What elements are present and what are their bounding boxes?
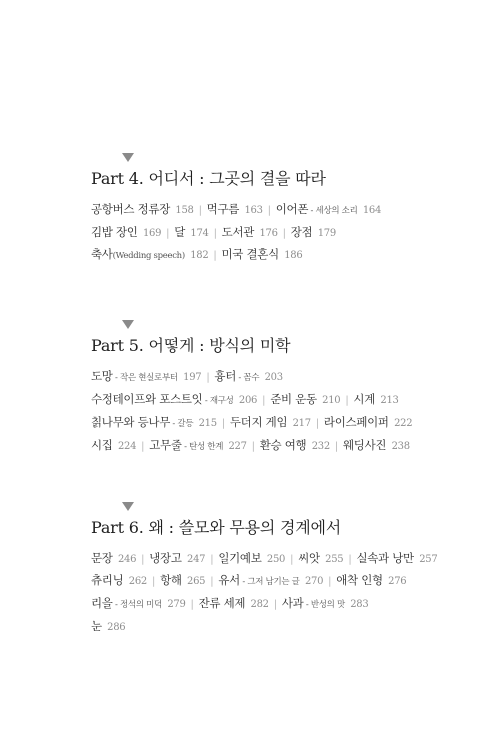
page-number: 215 [198,418,217,429]
entry-title: 준비 운동 [270,392,317,406]
toc-line [91,616,471,638]
toc-line [91,222,471,244]
entry-title: 도망 [91,369,113,383]
toc-entry [222,225,278,239]
toc-entry [199,596,269,610]
toc-entry [214,369,282,383]
entry-title: 씨앗 [298,551,320,565]
page-number: 164 [362,205,382,216]
toc-entry [91,369,201,383]
entry-title: 수정테이프와 포스트잇 [91,392,203,406]
page-number: 179 [317,228,336,239]
entry-title: 시집 [91,438,113,452]
entry-separator: | [213,250,217,261]
page-number: 210 [322,395,341,406]
toc-section [91,502,471,638]
toc-entry [149,438,246,452]
page-number: 197 [183,372,202,383]
page-number: 279 [167,599,186,610]
entry-separator: | [213,228,217,239]
entry-title: 냉장고 [149,551,182,565]
entry-separator: | [267,205,271,216]
toc-entry [91,392,257,406]
part-heading: Part 5. 어떻게 : 방식의 미학 [91,336,291,355]
toc-entry [356,551,437,565]
page-number: 270 [304,576,324,587]
page-number: 169 [142,228,162,239]
toc-line [91,570,471,593]
page-number: 262 [128,576,147,587]
entry-title: 환승 여행 [259,438,307,452]
page-number: 186 [284,250,303,261]
entry-title: 도서관 [221,225,255,239]
entry-title: 이어폰 [275,202,309,216]
toc-entry [260,438,330,452]
page-number: 283 [350,599,369,610]
entry-title: 장점 [290,225,313,239]
toc-line [91,593,471,616]
entry-title: 사과 [281,596,304,610]
entry-title: 김밥 장인 [91,225,138,239]
entry-title: 흉터 [214,369,237,383]
entry-separator: | [210,576,214,587]
entry-separator: | [190,599,194,610]
entry-separator: | [290,554,294,565]
page-number: 282 [250,599,269,610]
toc-line [91,366,471,389]
toc-entry [230,415,311,429]
toc-entry [218,551,285,565]
toc-entry [336,573,406,587]
entry-title: 고무줄 [149,438,182,452]
entry-title: 츄리닝 [91,573,124,587]
toc-line [91,244,471,267]
page-number: 174 [190,228,209,239]
page-number: 247 [187,554,206,565]
toc-entry [282,596,369,610]
toc-entry [91,551,136,565]
entry-title: 항해 [160,573,182,587]
toc-entry [276,202,381,216]
entry-separator: | [206,372,210,383]
toc-entry [149,551,205,565]
entry-separator: | [210,554,214,565]
entry-subtitle: - 탄성 한계 [181,442,224,452]
entry-separator: | [151,576,156,587]
entry-subtitle: - 세상의 소리 [308,206,358,216]
page-number: 182 [190,250,209,261]
page-number: 276 [388,576,407,587]
part-heading: Part 6. 왜 : 쓸모와 무용의 경계에서 [91,518,342,537]
toc-line [91,412,471,435]
entry-separator: | [198,205,202,216]
page-number: 158 [175,205,194,216]
entry-subtitle: - 갈등 [170,419,194,429]
entry-title: 눈 [91,619,102,633]
toc-entry [343,438,410,452]
entry-title: 두더지 게임 [229,415,288,429]
page-number: 265 [187,576,206,587]
page-number: 255 [325,554,344,565]
entry-title: 잔류 세제 [198,596,246,610]
entry-subtitle: - 정석의 미덕 [112,600,162,610]
page-number: 217 [292,418,311,429]
entry-title: 애착 인형 [336,573,383,587]
entry-separator: | [141,441,145,452]
entry-subtitle: - 재구성 [202,396,234,406]
page-number: 163 [244,205,263,216]
entry-separator: | [345,395,349,406]
toc-entry [160,573,205,587]
toc-entry [207,202,263,216]
page-number: 213 [380,395,399,406]
page-number: 250 [266,554,286,565]
entry-separator: | [315,418,319,429]
page-number: 203 [264,372,283,383]
page-number: 257 [419,554,438,565]
toc-entry [298,551,343,565]
entry-title: 유서 [218,573,240,587]
entry-title: 공항버스 정류장 [91,202,171,216]
toc-entry [291,225,336,239]
toc-entry [270,392,340,406]
toc-entry [174,225,208,239]
entry-subtitle: - 반성의 맛 [303,600,345,610]
toc-line [91,435,471,458]
page-number: 246 [117,554,137,565]
toc-line [91,199,471,222]
entry-separator: | [273,599,277,610]
page-number: 232 [311,441,330,452]
entry-title: 시계 [353,392,376,406]
toc-entry [91,619,125,633]
part-heading: Part 4. 어디서 : 그곳의 결을 따라 [91,169,326,188]
toc-line [91,548,471,570]
page-number: 286 [107,622,126,633]
toc-section [91,153,471,267]
entry-title: 일기예보 [218,551,262,565]
entry-title: 먹구름 [206,202,240,216]
entry-separator: | [141,554,145,565]
toc-entry [91,415,217,429]
entry-title: 축사 [91,247,113,261]
page-number: 227 [228,441,247,452]
toc-section [91,320,471,458]
entry-title: 문장 [91,551,113,565]
entry-subtitle: (Wedding speech) [112,251,185,261]
toc-entry [91,247,208,261]
toc-entry [218,573,323,587]
entry-separator: | [348,554,352,565]
toc-entry [221,247,302,261]
entry-title: 리을 [91,596,113,610]
entry-separator: | [282,228,286,239]
page-number: 206 [238,395,258,406]
toc-entry [91,573,147,587]
toc-entry [91,596,186,610]
toc-line [91,389,471,412]
entry-separator: | [251,441,255,452]
entry-title: 웨딩사진 [342,438,387,452]
entry-subtitle: - 꼼수 [236,373,260,383]
entry-separator: | [334,441,338,452]
toc-entry [324,415,412,429]
entry-separator: | [221,418,225,429]
entry-title: 칡나무와 등나무 [91,415,171,429]
entry-separator: | [166,228,170,239]
page-number: 238 [391,441,410,452]
entry-separator: | [328,576,332,587]
entry-title: 실속과 낭만 [356,551,414,565]
page-number: 176 [259,228,278,239]
toc-entry [353,392,398,406]
triangle-marker-icon [122,502,134,511]
triangle-marker-icon [122,320,134,329]
toc-entry [91,438,136,452]
entry-subtitle: - 그저 남기는 글 [239,577,300,587]
entry-title: 미국 결혼식 [221,247,279,261]
entry-title: 라이스페이퍼 [323,415,389,429]
page-number: 222 [394,418,413,429]
toc-entry [91,202,194,216]
entry-title: 달 [174,225,186,239]
entry-separator: | [262,395,266,406]
entry-subtitle: - 작은 현실로부터 [112,373,178,383]
page-number: 224 [117,441,137,452]
toc-entry [91,225,161,239]
triangle-marker-icon [122,153,134,162]
